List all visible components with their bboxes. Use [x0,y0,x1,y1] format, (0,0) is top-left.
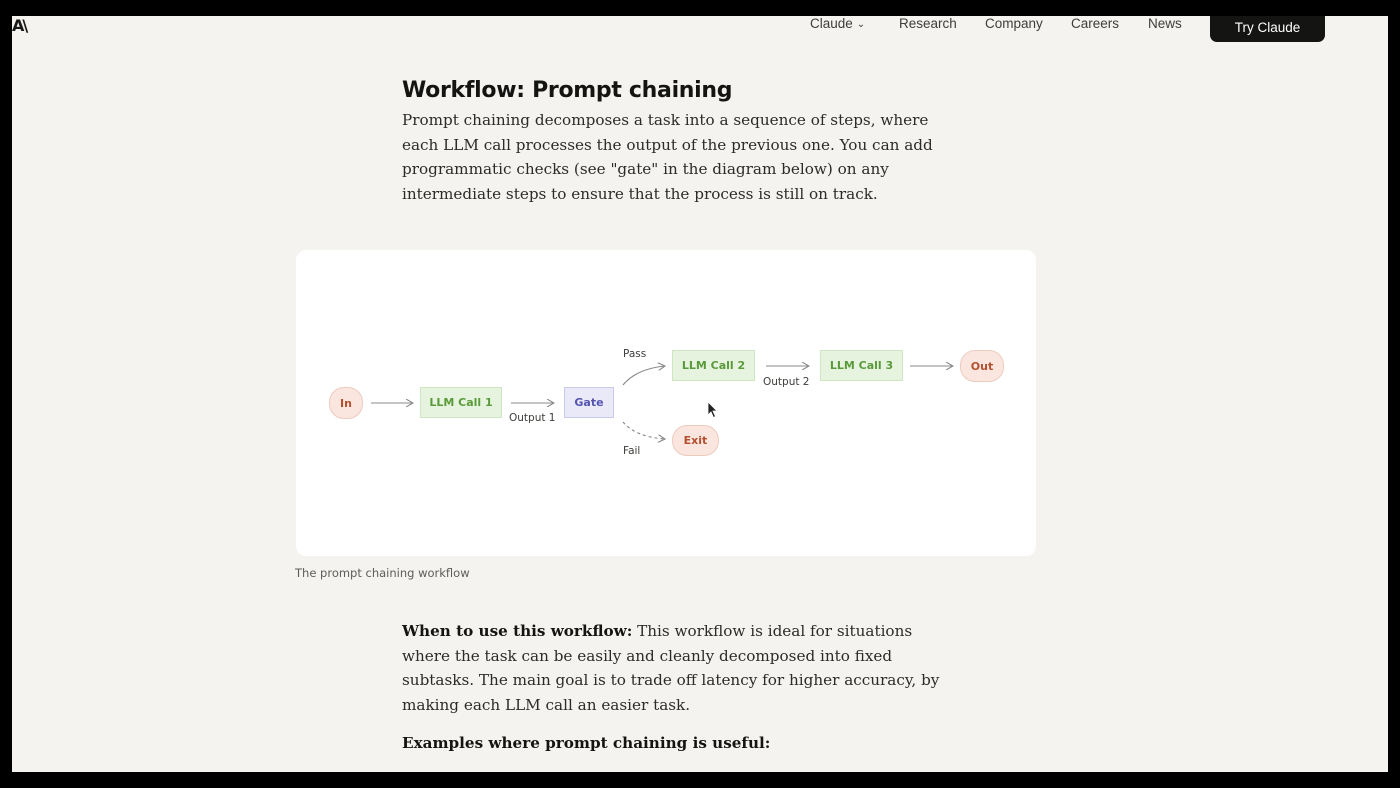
node-exit: Exit [672,425,719,456]
examples-heading: Examples where prompt chaining is useful: [402,734,771,752]
edge-gate-pass [623,366,665,385]
browser-viewport [12,16,1388,772]
edge-gate-fail [623,422,665,439]
anthropic-logo[interactable]: A\ [12,16,27,35]
node-llm-call-3: LLM Call 3 [820,350,903,381]
nav-news[interactable]: News [1148,16,1182,31]
node-llm-call-1: LLM Call 1 [420,387,502,418]
diagram-edges [296,250,1036,556]
node-in: In [329,387,363,419]
when-to-use-text: This workflow is ideal for situations where the task can be easily and cleanly decomposed into fixed subtasks. The main goal is to trade off latency for higher accuracy, by making each LLM call an easier task. [402,622,940,714]
node-llm-call-2: LLM Call 2 [672,350,755,381]
chevron-down-icon: ⌄ [856,19,866,30]
label-output-1: Output 1 [509,412,556,424]
when-to-use-paragraph [402,619,942,717]
label-fail: Fail [623,445,641,457]
node-out: Out [960,350,1004,382]
nav-research[interactable]: Research [899,16,957,31]
node-gate: Gate [564,387,614,418]
label-output-2: Output 2 [763,376,810,388]
mouse-cursor-icon [707,401,719,419]
nav-company[interactable]: Company [985,16,1043,31]
nav-claude-label: Claude [810,16,853,31]
when-to-use-label: When to use this workflow: [402,622,633,640]
intro-paragraph: Prompt chaining decomposes a task into a sequence of steps, where each LLM call processes the output of the previous one. You can add programmatic checks (see "gate" in the diagram below) on any intermediate steps to ensure that the process is still on track. [402,111,933,203]
diagram-card [296,250,1036,556]
section-heading: Workflow: Prompt chaining [402,78,733,103]
nav-claude[interactable] [810,16,865,31]
figure-caption: The prompt chaining workflow [295,566,470,580]
nav-careers[interactable]: Careers [1071,16,1120,31]
try-claude-button[interactable]: Try Claude [1210,16,1325,42]
label-pass: Pass [623,348,647,360]
